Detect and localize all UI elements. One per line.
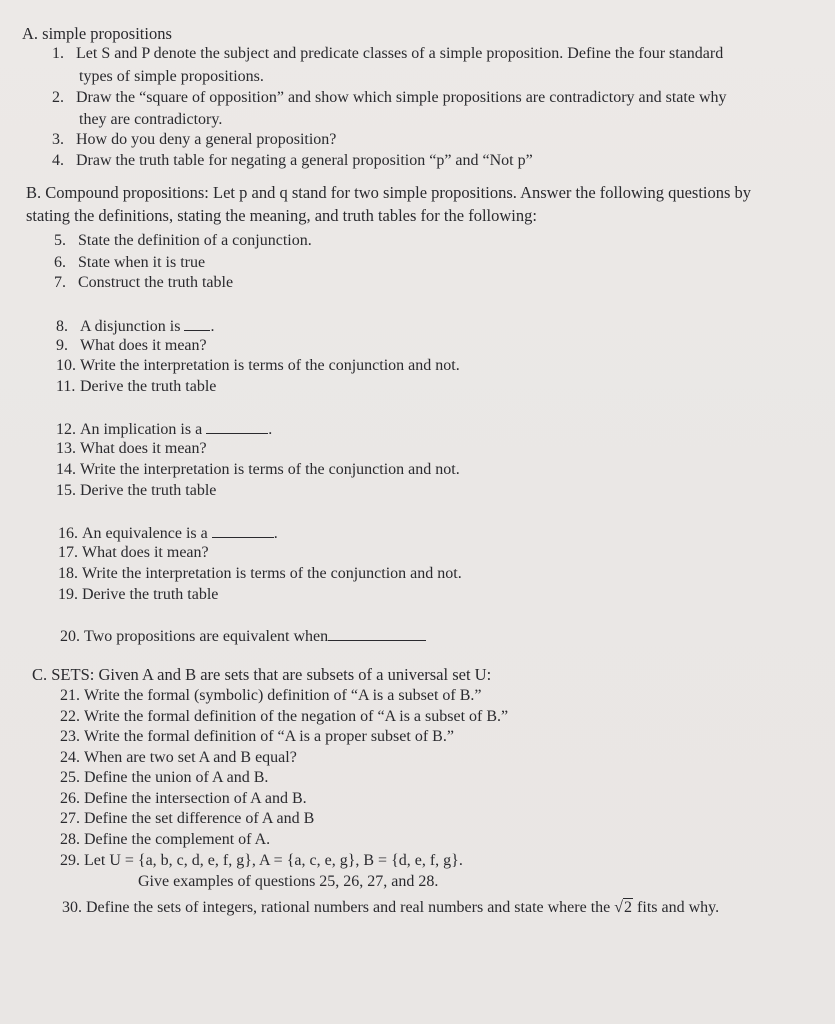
- question-text: Define the intersection of A and B.: [84, 790, 307, 807]
- question-number: 15.: [56, 482, 76, 499]
- blank-tail: .: [268, 421, 273, 438]
- question-text: Draw the truth table for negating a general proposition “p” and “Not p”: [76, 152, 533, 169]
- question-22: [60, 707, 508, 727]
- question-text: State when it is true: [78, 254, 206, 271]
- answer-blank: [212, 523, 274, 538]
- question-number: 28.: [60, 831, 80, 848]
- question-text: Let U = {a, b, c, d, e, f, g}, A = {a, c, e, g}, B = {d, e, f, g}.: [84, 852, 463, 869]
- question-number: 14.: [56, 461, 76, 478]
- question-6: [54, 253, 205, 273]
- question-text: How do you deny a general proposition?: [76, 131, 337, 148]
- section-a-heading: A. simple propositions: [22, 24, 172, 43]
- question-number: 4.: [52, 152, 64, 169]
- question-text: Define the set difference of A and B: [84, 810, 315, 827]
- question-number: 9.: [56, 337, 68, 354]
- question-29: [60, 851, 463, 871]
- question-text: Write the formal (symbolic) definition of “A is a subset of B.”: [84, 687, 482, 704]
- question-23: [60, 727, 454, 747]
- question-number: 21.: [60, 687, 80, 704]
- question-20: [60, 626, 426, 647]
- question-30: [62, 898, 719, 918]
- question-25: [60, 768, 268, 788]
- question-text: Write the formal definition of “A is a proper subset of B.”: [84, 728, 454, 745]
- question-number: 19.: [58, 586, 78, 603]
- sqrt-2-symbol: [614, 898, 633, 918]
- question-text: Two propositions are equivalent when: [84, 628, 329, 645]
- question-27: [60, 809, 314, 829]
- question-7: [54, 273, 233, 293]
- section-b-heading-continued: stating the definitions, stating the meaning, and truth tables for the following:: [26, 206, 537, 225]
- question-number: 20.: [60, 628, 80, 645]
- blank-tail: .: [210, 318, 215, 335]
- question-text: What does it mean?: [80, 337, 207, 354]
- section-b-heading: B. Compound propositions: Let p and q stand for two simple propositions. Answer the following questions by: [26, 183, 752, 202]
- question-text: A disjunction is: [80, 318, 181, 335]
- question-28: [60, 830, 270, 850]
- question-text: Write the formal definition of the negation of “A is a subset of B.”: [84, 708, 509, 725]
- question-16: [58, 523, 278, 544]
- question-text: What does it mean?: [82, 544, 209, 561]
- question-number: 22.: [60, 708, 80, 725]
- answer-blank: [328, 626, 426, 641]
- question-17: [58, 543, 209, 563]
- question-number: 16.: [58, 525, 78, 542]
- question-number: 13.: [56, 440, 76, 457]
- question-text: Define the sets of integers, rational numbers and real numbers and state where the: [86, 899, 611, 916]
- question-10: [56, 356, 460, 376]
- radicand: 2: [624, 899, 633, 916]
- question-5: [54, 231, 312, 251]
- question-18: [58, 564, 462, 584]
- question-3: [52, 130, 336, 150]
- question-text: Draw the “square of opposition” and show which simple propositions are contradictory and state why: [76, 89, 727, 106]
- question-2-continued: they are contradictory.: [79, 111, 223, 128]
- question-number: 30.: [62, 899, 82, 916]
- question-text: Let S and P denote the subject and predicate classes of a simple proposition. Define the four standard: [76, 45, 724, 62]
- question-8: [56, 316, 214, 337]
- question-number: 1.: [52, 45, 64, 62]
- question-text: When are two set A and B equal?: [84, 749, 297, 766]
- question-text: Derive the truth table: [82, 586, 219, 603]
- question-text: Write the interpretation is terms of the conjunction and not.: [80, 461, 460, 478]
- question-number: 2.: [52, 89, 64, 106]
- question-text: An implication is a: [80, 421, 203, 438]
- answer-blank: [184, 316, 210, 331]
- question-number: 3.: [52, 131, 64, 148]
- question-number: 7.: [54, 274, 66, 291]
- question-number: 25.: [60, 769, 80, 786]
- question-number: 23.: [60, 728, 80, 745]
- question-29-examples: Give examples of questions 25, 26, 27, and 28.: [138, 873, 439, 890]
- question-number: 24.: [60, 749, 80, 766]
- question-1: [52, 44, 723, 64]
- question-12: [56, 419, 272, 440]
- question-text: Define the union of A and B.: [84, 769, 269, 786]
- question-15: [56, 481, 216, 501]
- question-number: 17.: [58, 544, 78, 561]
- question-text: Write the interpretation is terms of the conjunction and not.: [82, 565, 462, 582]
- question-number: 29.: [60, 852, 80, 869]
- question-number: 8.: [56, 318, 68, 335]
- question-text: Define the complement of A.: [84, 831, 271, 848]
- question-2: [52, 88, 727, 108]
- question-text-tail: fits and why.: [637, 899, 720, 916]
- question-14: [56, 460, 460, 480]
- question-number: 11.: [56, 378, 76, 395]
- question-26: [60, 789, 307, 809]
- question-number: 27.: [60, 810, 80, 827]
- question-text: What does it mean?: [80, 440, 207, 457]
- question-19: [58, 585, 218, 605]
- question-4: [52, 151, 533, 171]
- question-24: [60, 748, 297, 768]
- question-number: 18.: [58, 565, 78, 582]
- question-text: State the definition of a conjunction.: [78, 232, 312, 249]
- blank-tail: .: [273, 525, 278, 542]
- question-number: 12.: [56, 421, 76, 438]
- question-9: [56, 336, 207, 356]
- question-text: An equivalence is a: [82, 525, 208, 542]
- question-text: Derive the truth table: [80, 378, 217, 395]
- question-number: 10.: [56, 357, 76, 374]
- question-13: [56, 439, 207, 459]
- section-c-heading: C. SETS: Given A and B are sets that are subsets of a universal set U:: [32, 665, 492, 684]
- question-text: Write the interpretation is terms of the conjunction and not.: [80, 357, 460, 374]
- question-number: 5.: [54, 232, 66, 249]
- answer-blank: [206, 419, 268, 434]
- question-text: Construct the truth table: [78, 274, 234, 291]
- question-1-continued: types of simple propositions.: [79, 68, 264, 85]
- question-21: [60, 686, 481, 706]
- question-number: 6.: [54, 254, 66, 271]
- question-number: 26.: [60, 790, 80, 807]
- question-text: Derive the truth table: [80, 482, 217, 499]
- radical-sign: √: [614, 899, 624, 916]
- question-11: [56, 377, 216, 397]
